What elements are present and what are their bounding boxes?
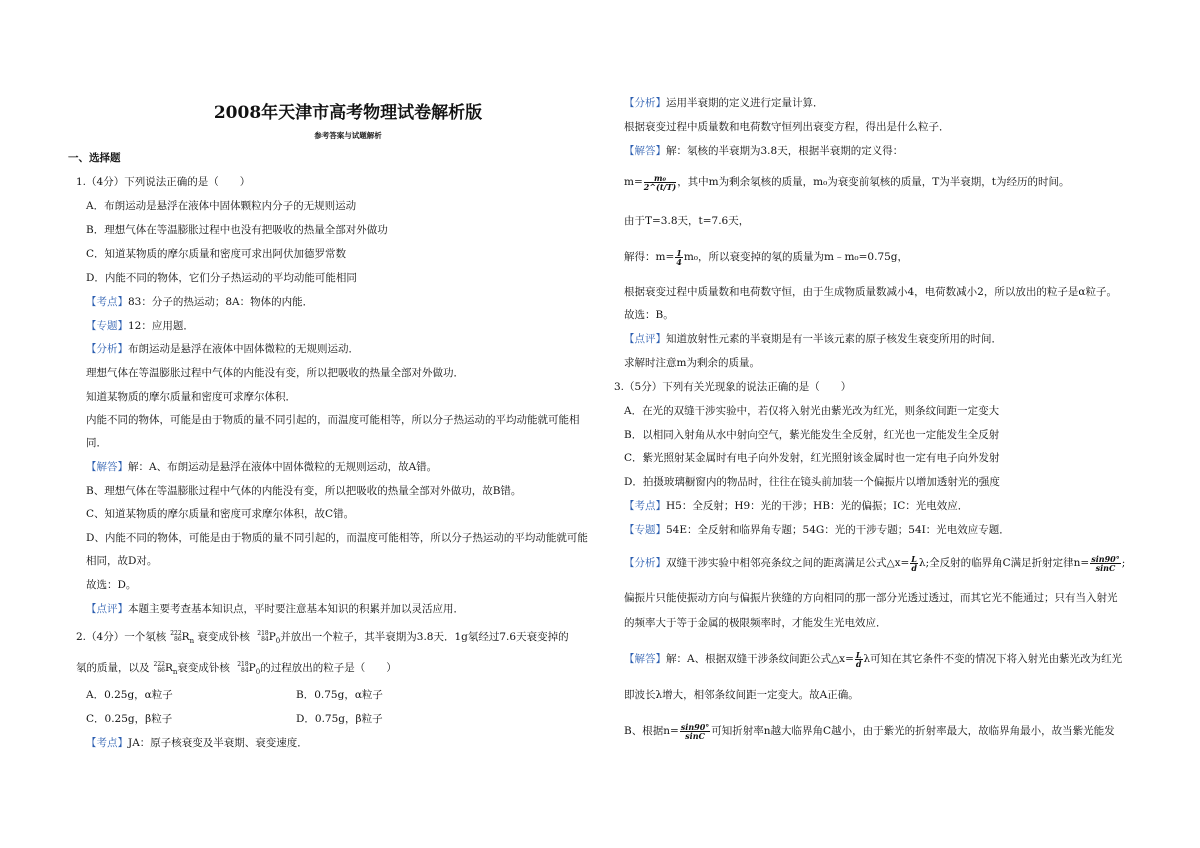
q1-kaodian: 【考点】83：分子的热运动；8A：物体的内能． <box>86 296 314 308</box>
section-heading: 一、选择题 <box>68 152 121 164</box>
q1-option-c: C．知道某物质的摩尔质量和密度可求出阿伏加德罗常数 <box>86 248 347 260</box>
q1-option-b: B．理想气体在等温膨胀过程中也没有把吸收的热量全部对外做功 <box>86 224 388 236</box>
q2-given: 由于T=3.8天，t=7.6天， <box>624 215 750 227</box>
q3-option-a: A．在光的双缝干涉实验中，若仅将入射光由紫光改为红光，则条纹间距一定变大 <box>624 405 1000 417</box>
q2-fenxi-line: 根据衰变过程中质量数和电荷数守恒列出衰变方程，得出是什么粒子． <box>624 121 950 133</box>
q1-jieda-line: 相同，故D对。 <box>86 555 158 567</box>
q1-jieda-line: B、理想气体在等温膨胀过程中气体的内能没有变，所以把吸收的热量全部对外做功，故B错。 <box>86 485 522 497</box>
q1-fenxi-line: 理想气体在等温膨胀过程中气体的内能没有变，所以把吸收的热量全部对外做功． <box>86 367 464 379</box>
q1-option-d: D．内能不同的物体，它们分子热运动的平均动能可能相同 <box>86 272 357 284</box>
fenxi-tag: 【分析】 <box>624 557 666 569</box>
q3-option-d: D．拍摄玻璃橱窗内的物品时，往往在镜头前加装一个偏振片以增加透射光的强度 <box>624 476 1000 488</box>
page-subtitle: 参考答案与试题解析 <box>314 131 382 140</box>
fraction: $\frac{1}{4}$ <box>676 247 682 267</box>
kaodian-tag: 【考点】 <box>86 737 128 749</box>
q1-jieda-line: D、内能不同的物体，可能是由于物质的量不同引起的，而温度可能相等，所以分子热运动的平均动能就可能 <box>86 532 588 544</box>
q2-conserve: 根据衰变过程中质量数和电荷数守恒，由于生成物质量数减小4，电荷数减小2，所以放出的粒子是α粒子。 <box>624 286 1117 298</box>
q3-zhuanti: 【专题】54E：全反射和临界角专题；54G：光的干涉专题；54I：光电效应专题． <box>624 524 1010 536</box>
fraction: $\frac{L}{d}$ <box>911 553 917 573</box>
q2-formula-line: m= $\frac{\text{m₀}}{2\^{}(t/T)}$ ，其中m为剩余氡核的质量，m₀为衰变前氡核的质量，T为半衰期，t为经历的时间。 <box>624 172 1070 192</box>
q3-option-c: C．紫光照射某金属时有电子向外发射，红光照射该金属时也一定有电子向外发射 <box>624 452 1000 464</box>
isotope-index: 222 86 <box>170 630 182 643</box>
q2-fenxi: 【分析】运用半衰期的定义进行定量计算． <box>624 97 824 109</box>
q2-kaodian: 【考点】JA：原子核衰变及半衰期、衰变速度． <box>86 737 308 749</box>
q2-choose: 故选：B。 <box>624 309 674 321</box>
isotope-index: 218 84 <box>237 661 249 674</box>
page-title: 2008年天津市高考物理试卷解析版 <box>213 103 483 123</box>
q1-fenxi-line: 知道某物质的摩尔质量和密度可求摩尔体积． <box>86 391 296 403</box>
fraction: $\frac{L}{d}$ <box>855 649 862 669</box>
q2-jieda: 【解答】解：氡核的半衰期为3.8天，根据半衰期的定义得： <box>624 145 904 157</box>
dianping-tag: 【点评】 <box>86 603 128 615</box>
kaodian-tag: 【考点】 <box>86 296 128 308</box>
q3-jieda-line: B、根据n= $\frac{\sin 90^\circ}{\sin C}$ 可知折射率n越大临界角C越小，由于紫光的折射率最大，故临界角最小，故当紫光能发 <box>624 721 1115 741</box>
q3-jieda-line: 即波长λ增大，相邻条纹间距一定变大。故A正确。 <box>624 689 859 701</box>
q2-option-b: B．0.75g，α粒子 <box>296 689 383 701</box>
isotope-index: 222 86 <box>153 661 165 674</box>
q3-stem: 3.（5分）下列有关光现象的说法正确的是（ ） <box>614 381 852 393</box>
q1-stem: 1.（4分）下列说法正确的是（ ） <box>76 176 251 188</box>
q3-option-b: B．以相同入射角从水中射向空气，紫光能发生全反射，红光也一定能发生全反射 <box>624 429 1000 441</box>
q3-fenxi-line: 偏振片只能使振动方向与偏振片狭缝的方向相同的那一部分光透过透过，而其它光不能通过；只有当入射光 <box>624 592 1118 604</box>
zhuanti-tag: 【专题】 <box>624 524 666 536</box>
q1-jieda-line: 故选：D。 <box>86 579 137 591</box>
fenxi-tag: 【分析】 <box>624 97 666 109</box>
q3-fenxi: 【分析】双缝干涉实验中相邻亮条纹之间的距离满足公式△x= $\frac{L}{d}$ λ;全反射的临界角C满足折射定律n= $\frac{\sin 90^\circ}{\sin C}$ ; <box>624 553 1126 573</box>
fraction: $\frac{\sin 90^\circ}{\sin C}$ <box>1091 553 1120 573</box>
zhuanti-tag: 【专题】 <box>86 320 128 332</box>
isotope-index: 218 84 <box>257 630 269 643</box>
q3-fenxi-line: 的频率大于等于金属的极限频率时，才能发生光电效应． <box>624 617 887 629</box>
q1-fenxi-line: 同． <box>86 437 107 449</box>
q2-stem-line2: 氡的质量，以及 222 86 $R_n$衰变成钋核 218 84 $P_0$的过程放出的粒子是（ ） <box>76 661 397 677</box>
q2-dianping-line: 求解时注意m为剩余的质量。 <box>624 357 760 369</box>
q2-option-d: D．0.75g，β粒子 <box>296 713 383 725</box>
jieda-tag: 【解答】 <box>86 461 128 473</box>
q1-fenxi-line: 内能不同的物体，可能是由于物质的量不同引起的，而温度可能相等，所以分子热运动的平均动能就可能相 <box>86 414 580 426</box>
q1-zhuanti: 【专题】12：应用题． <box>86 320 194 332</box>
kaodian-tag: 【考点】 <box>624 500 666 512</box>
q3-jieda: 【解答】解：A、根据双缝干涉条纹间距公式△x= $\frac{L}{d}$ λ可知在其它条件不变的情况下将入射光由紫光改为红光 <box>624 649 1123 669</box>
q2-option-c: C．0.25g，β粒子 <box>86 713 173 725</box>
q1-option-a: A．布朗运动是悬浮在液体中固体颗粒内分子的无规则运动 <box>86 200 357 212</box>
fraction: $\frac{\text{m₀}}{2\^{}(t/T)}$ <box>643 172 677 192</box>
fraction: $\frac{\sin 90^\circ}{\sin C}$ <box>680 721 710 741</box>
q2-dianping: 【点评】知道放射性元素的半衰期是有一半该元素的原子核发生衰变所用的时间． <box>624 333 1002 345</box>
q1-jieda-line: C、知道某物质的摩尔质量和密度可求摩尔体积，故C错。 <box>86 508 355 520</box>
q3-kaodian: 【考点】H5：全反射；H9：光的干涉；HB：光的偏振；IC：光电效应． <box>624 500 969 512</box>
q2-stem: 2.（4分）一个氡核 222 86 $R_n$ 衰变成钋核 218 84 $P_0$并放出一个粒子，其半衰期为3.8天．1g氡经过7.6天衰变掉的 <box>76 630 569 646</box>
q1-dianping: 【点评】本题主要考查基本知识点，平时要注意基本知识的积累并加以灵活应用． <box>86 603 464 615</box>
q2-solve-line: 解得：m= $\frac{1}{4}$ m₀，所以衰变掉的氡的质量为m﹣m₀=0.75g， <box>624 247 909 267</box>
q1-fenxi: 【分析】布朗运动是悬浮在液体中固体微粒的无规则运动． <box>86 343 359 355</box>
dianping-tag: 【点评】 <box>624 333 666 345</box>
q2-option-a: A．0.25g，α粒子 <box>86 689 173 701</box>
jieda-tag: 【解答】 <box>624 145 666 157</box>
q1-jieda: 【解答】解：A、布朗运动是悬浮在液体中固体微粒的无规则运动，故A错。 <box>86 461 438 473</box>
fenxi-tag: 【分析】 <box>86 343 128 355</box>
jieda-tag: 【解答】 <box>624 653 666 665</box>
